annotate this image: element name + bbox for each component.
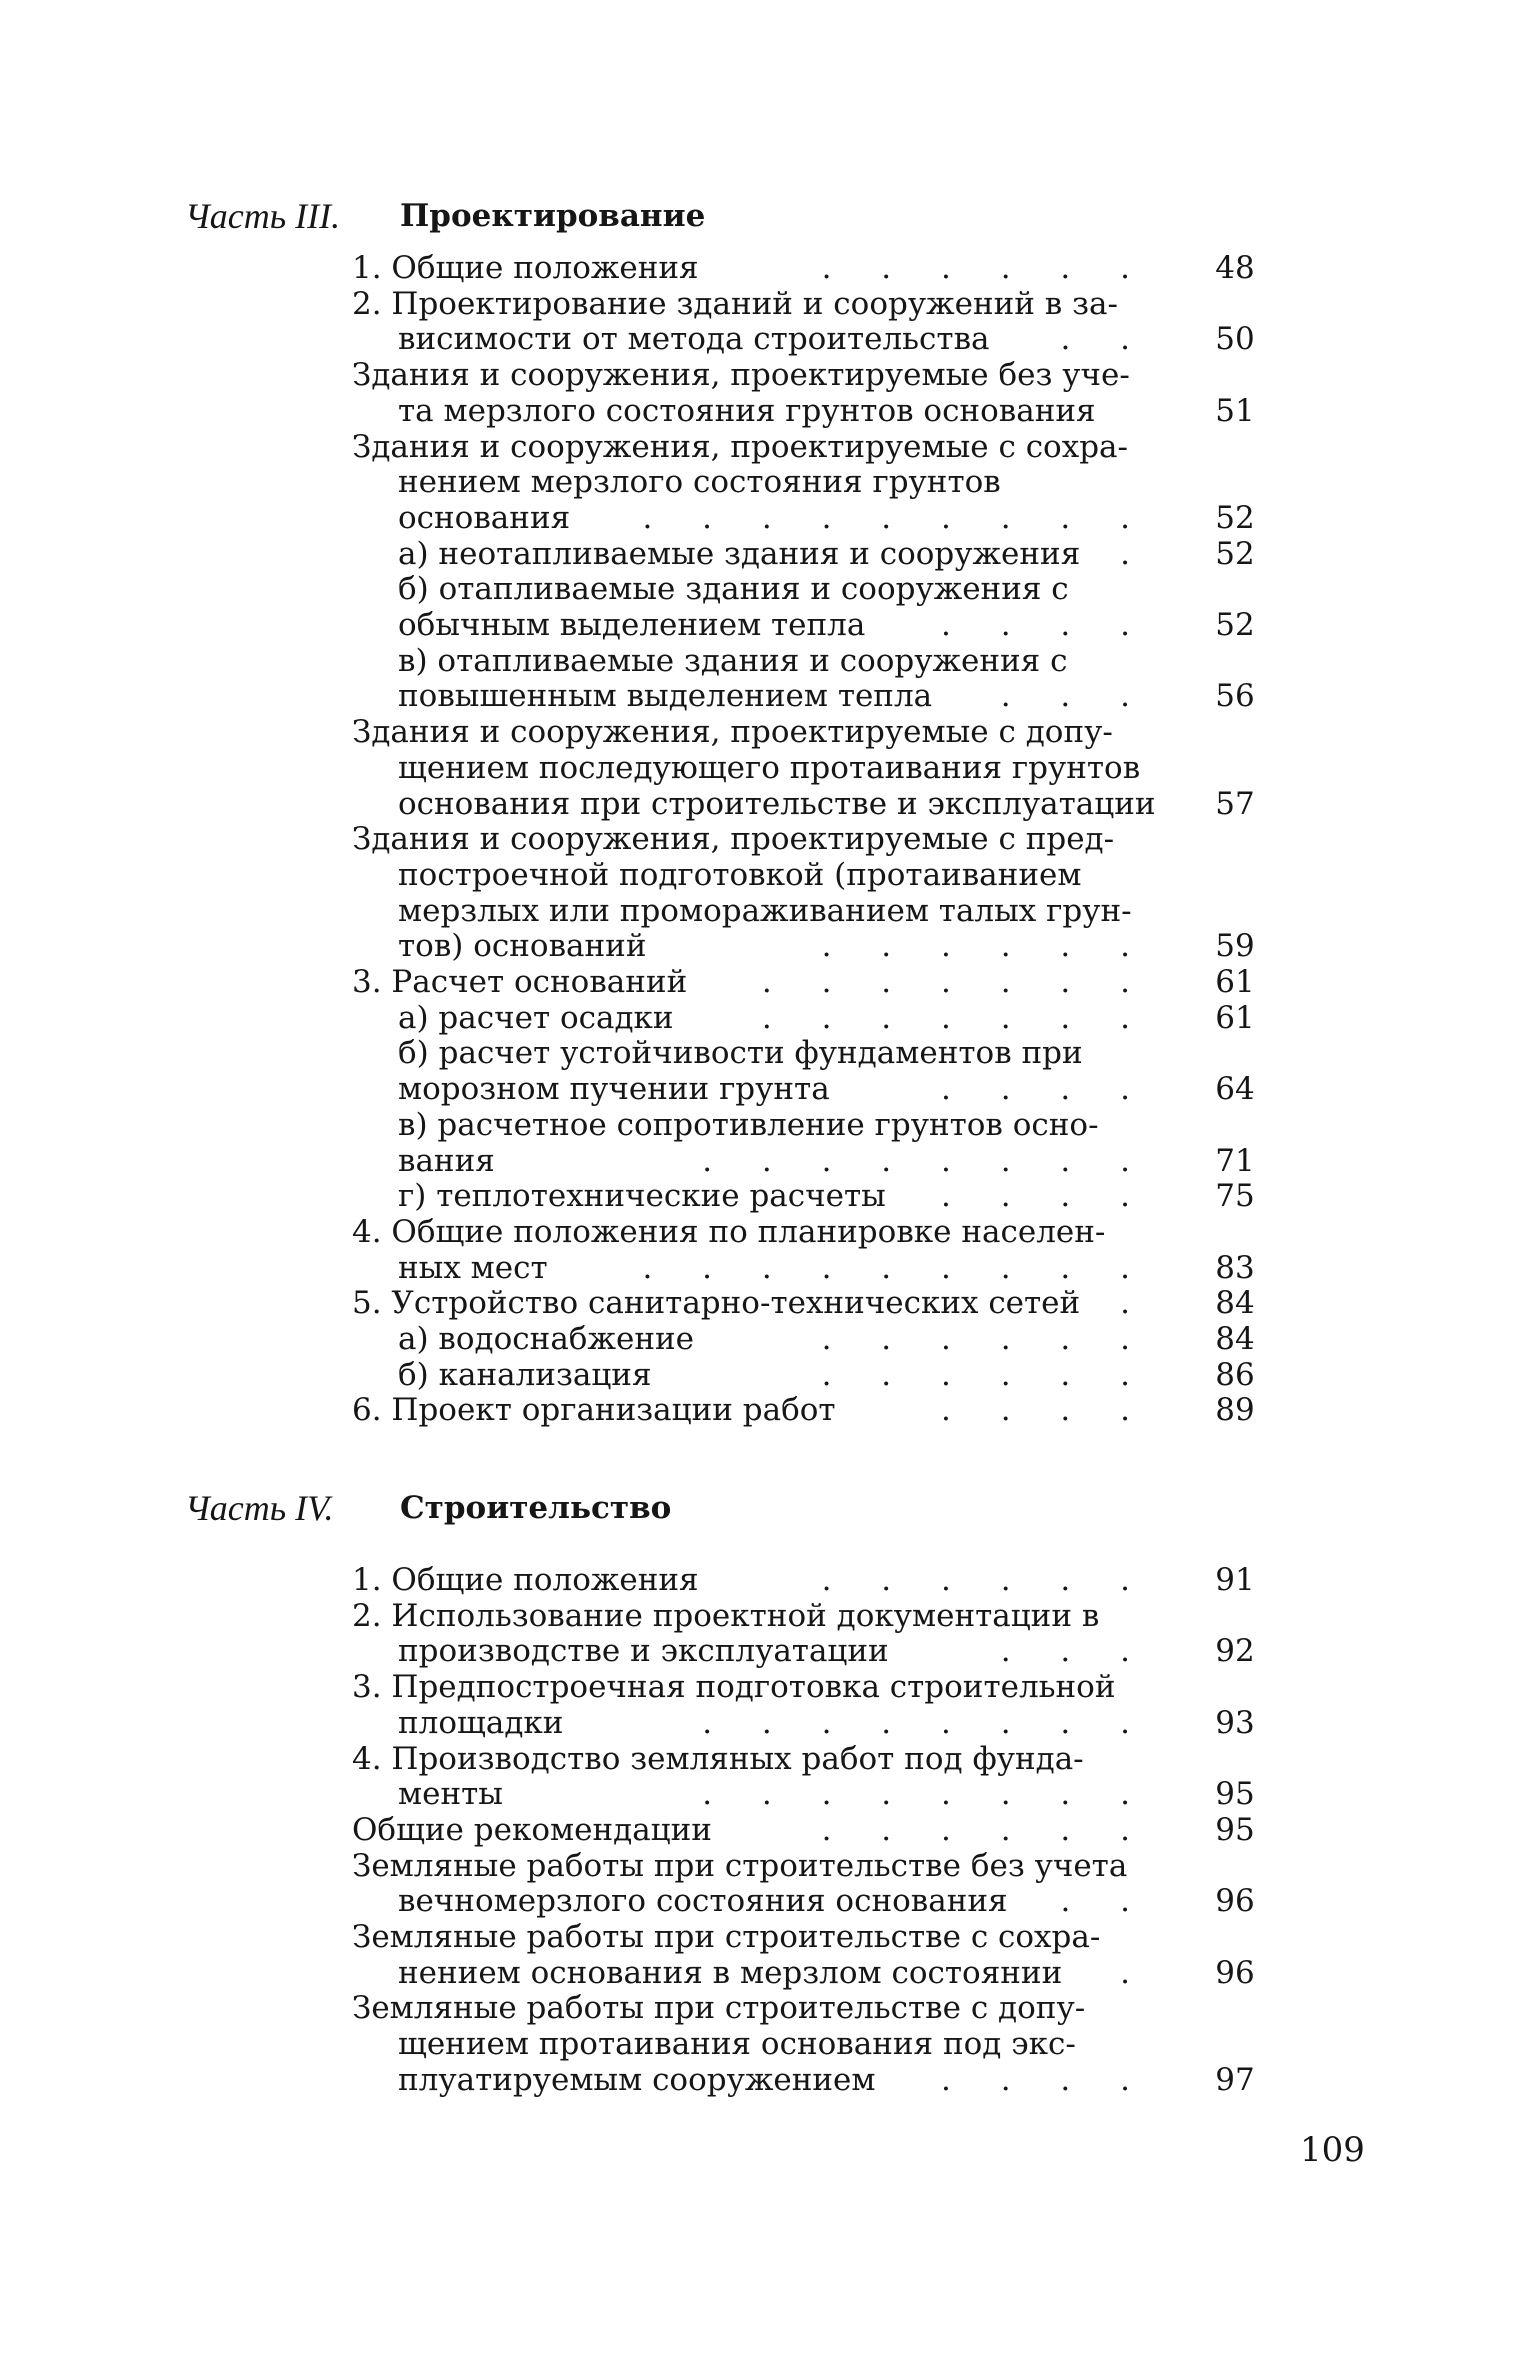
toc-page-number: 56 <box>1215 678 1255 715</box>
toc-page-number: 64 <box>1215 1071 1255 1108</box>
toc-line <box>0 1919 1535 1955</box>
toc-page-number: 50 <box>1215 321 1255 358</box>
toc-leader-dots: . . . . <box>941 1071 1150 1108</box>
toc-entry-text: менты <box>398 1776 503 1813</box>
toc-page-number: 52 <box>1215 499 1255 536</box>
toc-entry-text: 3. Предпостроечная подготовка строительной <box>352 1669 1116 1706</box>
toc-entry-text: плуатируемым сооружением <box>398 2061 876 2098</box>
toc-page-number: 48 <box>1215 250 1255 286</box>
toc-leader-dots: . . . . . . . . <box>702 1142 1150 1179</box>
toc-entry-text: площадки <box>398 1704 564 1741</box>
toc-leader-dots: . . . . . . <box>821 1811 1150 1848</box>
toc-leader-dots: . <box>1120 1954 1150 1991</box>
toc-page-number: 92 <box>1215 1633 1255 1670</box>
toc-leader-dots: . . . . . . . <box>761 999 1150 1036</box>
part-3-title: Проектирование <box>400 198 706 234</box>
toc-entry-text: производстве и эксплуатации <box>398 1633 889 1670</box>
toc-line <box>0 1321 1535 1357</box>
toc-entry-text: Здания и сооружения, проектируемые без уче- <box>352 357 1130 394</box>
toc-leader-dots: . . . . <box>941 1178 1150 1215</box>
toc-leader-dots: . . . . . . . . . <box>642 1249 1150 1286</box>
toc-leader-dots: . . . . . . . <box>761 964 1150 1000</box>
toc-leader-dots: . . . . . . . . . <box>642 499 1150 536</box>
toc-line <box>0 500 1535 536</box>
toc-entry-text: 4. Общие положения по планировке населен- <box>352 1213 1106 1250</box>
toc-page-number: 57 <box>1215 785 1255 822</box>
toc-line <box>0 1776 1535 1812</box>
toc-entry-text: г) теплотехнические расчеты <box>398 1178 886 1215</box>
toc-entry-text: Земляные работы при строительстве с сохра- <box>352 1919 1101 1955</box>
toc-line <box>0 750 1535 786</box>
toc-entry-text: Здания и сооружения, проектируемые с сохра- <box>352 428 1128 465</box>
toc-entry-text: обычным выделением тепла <box>398 607 866 643</box>
part-3-label: Часть III. <box>185 196 341 236</box>
toc-line <box>0 1143 1535 1179</box>
toc-line <box>0 2026 1535 2062</box>
toc-entry-text: тов) оснований <box>398 928 647 965</box>
toc-entry-text: та мерзлого состояния грунтов основания <box>398 392 1096 429</box>
toc-line <box>0 464 1535 500</box>
toc-leader-dots: . . . . . . <box>821 250 1150 286</box>
toc-page-number: 52 <box>1215 607 1255 643</box>
toc-entry-text: построечной подготовкой (протаиванием <box>398 856 1082 893</box>
toc-line <box>0 1250 1535 1286</box>
toc-leader-dots: . <box>1120 535 1150 572</box>
toc-page-number: 97 <box>1215 2061 1255 2098</box>
toc-line <box>0 321 1535 357</box>
toc-line <box>0 857 1535 893</box>
toc-line <box>0 1955 1535 1991</box>
toc-entry-text: 1. Общие положения <box>352 250 699 286</box>
toc-leader-dots: . . . . <box>941 1392 1150 1429</box>
toc-entry-text: в) расчетное сопротивление грунтов осно- <box>398 1106 1099 1143</box>
toc-leader-dots: . . . . . . <box>821 1356 1150 1393</box>
toc-entry-text: Земляные работы при строительстве с допу- <box>352 1990 1086 2027</box>
toc-line <box>0 1848 1535 1884</box>
toc-line <box>0 1812 1535 1848</box>
toc-entry-text: а) неотапливаемые здания и сооружения <box>398 535 1081 572</box>
toc-entry-text: Здания и сооружения, проектируемые с допу- <box>352 714 1113 751</box>
toc-entry-text: 4. Производство земляных работ под фунда- <box>352 1740 1084 1777</box>
toc-entry-text: основания при строительстве и эксплуатации <box>398 785 1156 822</box>
toc-leader-dots: . . . . . . . . <box>702 1776 1150 1813</box>
toc-entry-text: Земляные работы при строительстве без учета <box>352 1847 1128 1884</box>
toc-entry-text: нением мерзлого состояния грунтов <box>398 464 1001 501</box>
toc-line <box>0 1000 1535 1036</box>
toc-line <box>0 1741 1535 1777</box>
toc-entry-text: мерзлых или промораживанием талых грун- <box>398 892 1132 929</box>
toc-page-number: 86 <box>1215 1356 1255 1393</box>
toc-line <box>0 1107 1535 1143</box>
toc-line <box>0 678 1535 714</box>
toc-leader-dots: . . . <box>1000 1633 1150 1670</box>
toc-leader-dots: . . <box>1060 1883 1150 1920</box>
toc-line <box>0 571 1535 607</box>
toc-entry-text: вания <box>398 1142 495 1179</box>
toc-line <box>0 1990 1535 2026</box>
toc-line <box>0 1357 1535 1393</box>
toc-line <box>0 821 1535 857</box>
toc-entry-text: щением протаивания основания под экс- <box>398 2026 1076 2063</box>
toc-line <box>0 1214 1535 1250</box>
toc-line <box>0 786 1535 822</box>
toc-leader-dots: . . . . <box>941 607 1150 643</box>
toc-entry-text: 6. Проект организации работ <box>352 1392 836 1429</box>
toc-line <box>0 893 1535 929</box>
toc-line <box>0 964 1535 1000</box>
toc-entry-text: а) водоснабжение <box>398 1321 694 1357</box>
toc-page-number: 59 <box>1215 928 1255 965</box>
toc-line <box>0 1633 1535 1669</box>
toc-page-number: 61 <box>1215 999 1255 1036</box>
toc-line <box>0 250 1535 286</box>
toc-page-number: 96 <box>1215 1883 1255 1920</box>
part-4-label: Часть IV. <box>185 1488 334 1528</box>
toc-line <box>0 1392 1535 1428</box>
toc-entry-text: 1. Общие положения <box>352 1562 699 1598</box>
toc-entry-text: Общие рекомендации <box>352 1811 712 1848</box>
toc-leader-dots: . <box>1120 1285 1150 1322</box>
toc-line <box>0 1705 1535 1741</box>
toc-line <box>0 536 1535 572</box>
toc-line <box>0 1071 1535 1107</box>
toc-page-number: 75 <box>1215 1178 1255 1215</box>
toc-entry-text: нением основания в мерзлом состоянии <box>398 1954 1063 1991</box>
toc-leader-dots: . . . . . . <box>821 1562 1150 1598</box>
toc-leader-dots: . . <box>1060 321 1150 358</box>
toc-leader-dots: . . . . . . . . <box>702 1704 1150 1741</box>
toc-line <box>0 1178 1535 1214</box>
toc-entry-text: висимости от метода строительства <box>398 321 990 358</box>
toc-entry-text: 2. Использование проектной документации в <box>352 1597 1100 1634</box>
toc-entry-text: морозном пучении грунта <box>398 1071 830 1108</box>
toc-entry-text: вечномерзлого состояния основания <box>398 1883 1008 1920</box>
toc-page-number: 95 <box>1215 1811 1255 1848</box>
toc-page-number: 95 <box>1215 1776 1255 1813</box>
toc-entry-text: б) канализация <box>398 1356 652 1393</box>
toc-entry-text: ных мест <box>398 1249 548 1286</box>
part-3-heading <box>0 196 1535 236</box>
toc-page-number: 84 <box>1215 1321 1255 1357</box>
toc-line <box>0 393 1535 429</box>
toc-line <box>0 286 1535 322</box>
toc-line <box>0 2062 1535 2098</box>
toc-page-number: 71 <box>1215 1142 1255 1179</box>
toc-line <box>0 1883 1535 1919</box>
toc-page-number: 91 <box>1215 1562 1255 1598</box>
toc-line <box>0 607 1535 643</box>
toc-line <box>0 1598 1535 1634</box>
toc-entry-text: основания <box>398 499 571 536</box>
toc-line <box>0 1669 1535 1705</box>
toc-leader-dots: . . . . . . <box>821 1321 1150 1357</box>
toc-entry-text: 2. Проектирование зданий и сооружений в за- <box>352 285 1118 322</box>
toc-leader-dots: . . . <box>1000 678 1150 715</box>
toc-page-number: 89 <box>1215 1392 1255 1429</box>
toc-line <box>0 429 1535 465</box>
toc-line <box>0 1285 1535 1321</box>
toc-line <box>0 928 1535 964</box>
toc-entry-text: б) расчет устойчивости фундаментов при <box>398 1035 1083 1072</box>
toc-page-number: 84 <box>1215 1285 1255 1322</box>
toc-entry-text: б) отапливаемые здания и сооружения с <box>398 571 1069 608</box>
toc-line <box>0 357 1535 393</box>
toc-page-number: 61 <box>1215 964 1255 1000</box>
toc-leader-dots: . . . . . . <box>821 928 1150 965</box>
toc-leader-dots: . . . . <box>941 2061 1150 2098</box>
part-4-title: Строительство <box>400 1490 672 1526</box>
toc-entry-text: в) отапливаемые здания и сооружения с <box>398 642 1068 679</box>
toc-line <box>0 714 1535 750</box>
toc-entry-text: 3. Расчет оснований <box>352 964 688 1000</box>
toc-line <box>0 643 1535 679</box>
toc-page-number: 51 <box>1215 392 1255 429</box>
page-number: 109 <box>1300 2130 1365 2170</box>
toc-page-number: 93 <box>1215 1704 1255 1741</box>
toc-entry-text: а) расчет осадки <box>398 999 674 1036</box>
toc-page-number: 96 <box>1215 1954 1255 1991</box>
toc-entry-text: Здания и сооружения, проектируемые с пред- <box>352 821 1115 858</box>
toc-entry-text: щением последующего протаивания грунтов <box>398 749 1141 786</box>
toc-line <box>0 1035 1535 1071</box>
toc-page-number: 83 <box>1215 1249 1255 1286</box>
toc-line <box>0 1562 1535 1598</box>
toc-page-number: 52 <box>1215 535 1255 572</box>
part-4-heading <box>0 1488 1535 1528</box>
toc-entry-text: повышенным выделением тепла <box>398 678 933 715</box>
toc-entry-text: 5. Устройство санитарно-технических сетей <box>352 1285 1081 1322</box>
